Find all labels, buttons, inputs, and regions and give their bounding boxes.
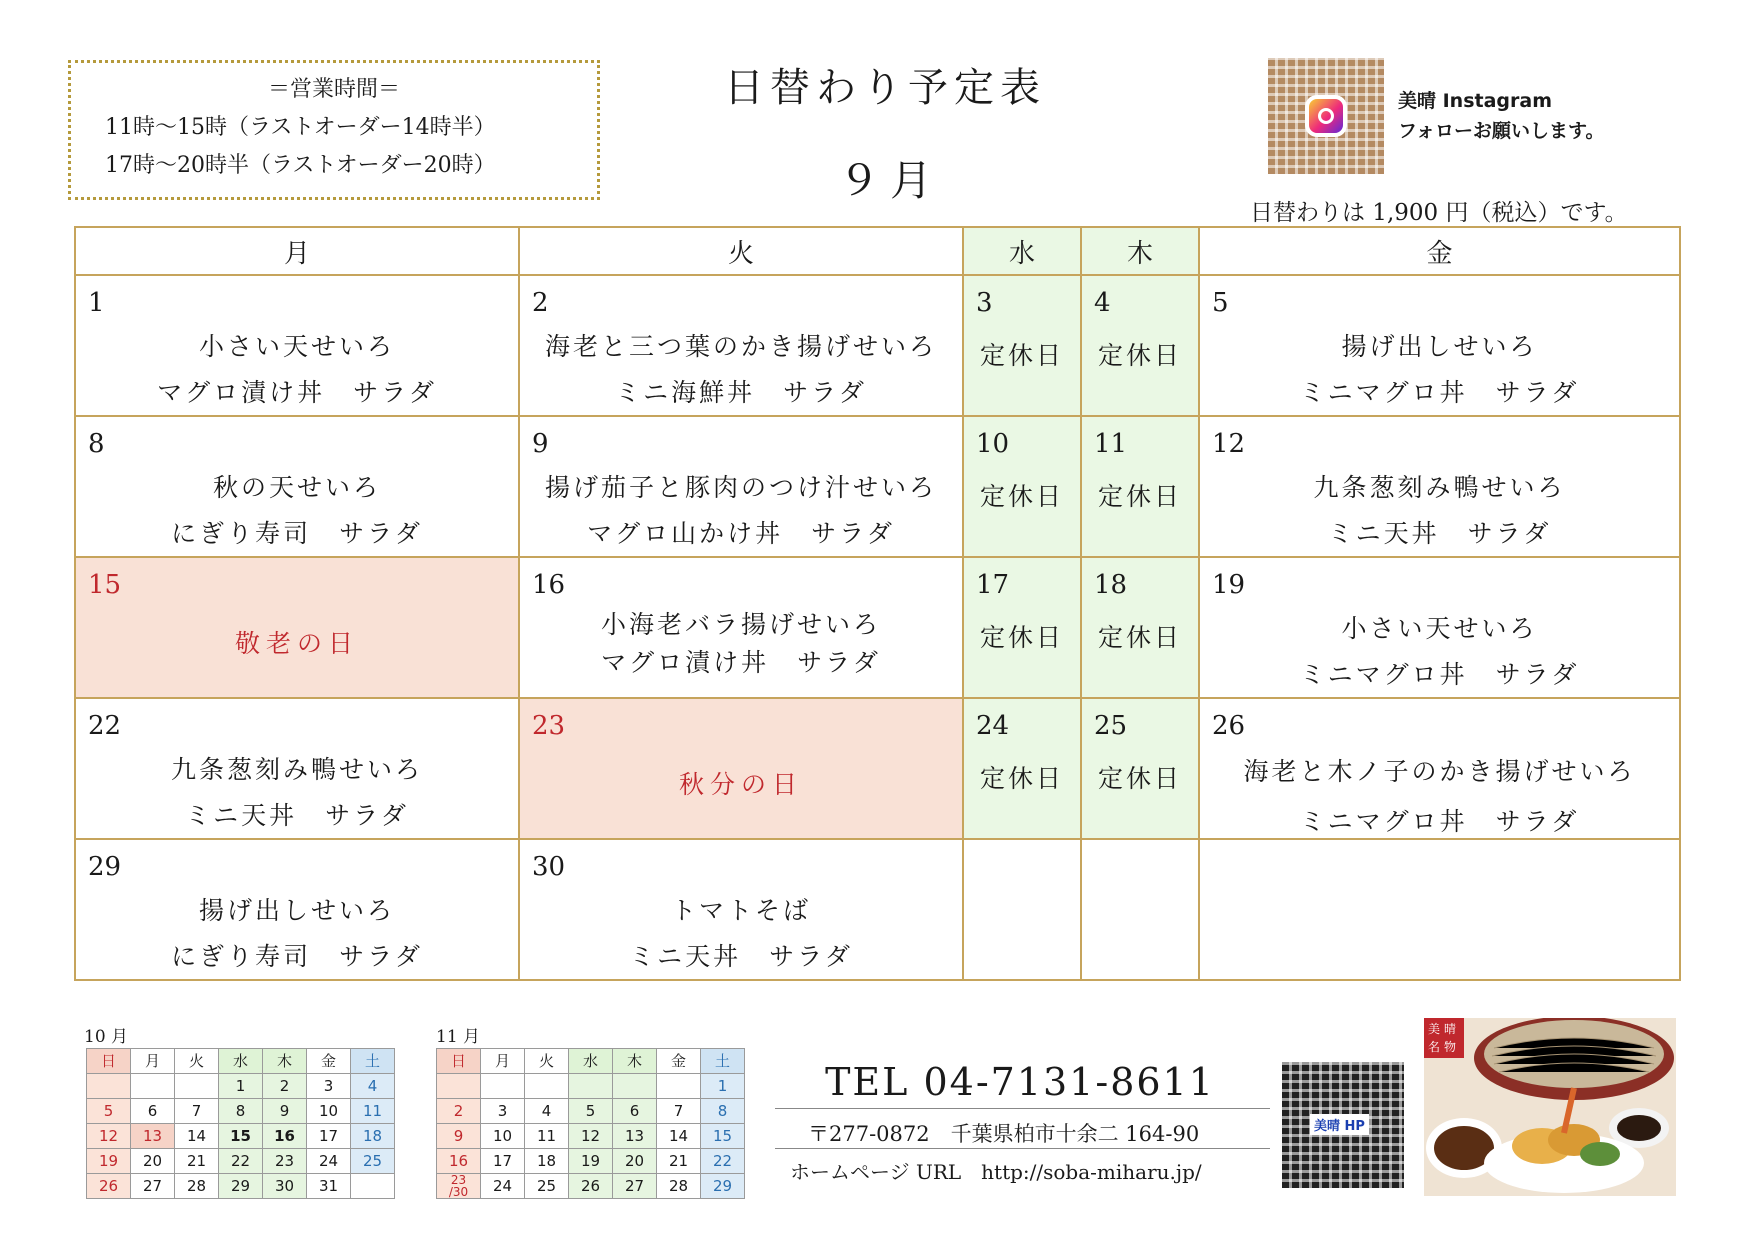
calendar-week-row bbox=[75, 557, 1680, 698]
mini-day: 10 bbox=[481, 1124, 525, 1149]
closed-label: 定休日 bbox=[979, 482, 1064, 511]
day-number: 17 bbox=[976, 570, 1010, 600]
mini-day: 23 bbox=[263, 1149, 307, 1174]
menu-text bbox=[520, 324, 962, 416]
closed-label: 定休日 bbox=[979, 764, 1064, 793]
closed-label: 定休日 bbox=[1097, 341, 1182, 370]
hours-title: ＝営業時間＝ bbox=[267, 77, 400, 102]
menu-line: 揚げ出しせいろ bbox=[1341, 332, 1538, 361]
mini-day: 20 bbox=[613, 1149, 657, 1174]
header-thu: 木 bbox=[1081, 227, 1199, 275]
menu-line: 小さい天せいろ bbox=[198, 332, 395, 361]
header-mon: 月 bbox=[75, 227, 519, 275]
closed-label: 定休日 bbox=[1097, 764, 1182, 793]
mini-day: 18 bbox=[525, 1149, 569, 1174]
mini-day: 5 bbox=[87, 1099, 131, 1124]
business-hours-box bbox=[68, 60, 600, 200]
closed-label: 定休日 bbox=[1097, 623, 1182, 652]
mini-day: 26 bbox=[87, 1174, 131, 1199]
menu-calendar bbox=[74, 226, 1681, 981]
day-number: 10 bbox=[976, 429, 1010, 459]
divider bbox=[775, 1148, 1270, 1149]
mini-header: 土 bbox=[351, 1049, 395, 1074]
menu-text bbox=[76, 888, 518, 980]
mini-day: 14 bbox=[657, 1124, 701, 1149]
mini-header: 水 bbox=[569, 1049, 613, 1074]
menu-line: ミニマグロ丼 サラダ bbox=[1299, 807, 1580, 836]
menu-line: 九条葱刻み鴨せいろ bbox=[170, 755, 423, 784]
day-number: 1 bbox=[88, 288, 105, 318]
mini-header: 火 bbox=[175, 1049, 219, 1074]
holiday-cell bbox=[519, 698, 963, 839]
menu-text bbox=[1200, 465, 1679, 557]
nov-mini-calendar bbox=[436, 1048, 745, 1199]
menu-text bbox=[1200, 747, 1679, 847]
mini-header: 火 bbox=[525, 1049, 569, 1074]
mini-day bbox=[569, 1074, 613, 1099]
day-number: 2 bbox=[532, 288, 549, 318]
day-number: 19 bbox=[1212, 570, 1246, 600]
menu-line: 九条葱刻み鴨せいろ bbox=[1313, 473, 1566, 502]
menu-line: マグロ山かけ丼 サラダ bbox=[587, 519, 895, 548]
day-cell bbox=[1199, 557, 1680, 698]
mini-day: 16 bbox=[263, 1124, 307, 1149]
hours-dinner: 17時～20時半（ラストオーダー20時） bbox=[105, 153, 496, 178]
hp-qr-label: 美晴 HP bbox=[1310, 1114, 1369, 1135]
menu-text bbox=[520, 888, 962, 980]
mini-week-row bbox=[87, 1149, 395, 1174]
day-number: 23 bbox=[532, 711, 566, 741]
mini-day: 30 bbox=[263, 1174, 307, 1199]
menu-line: ミニ海鮮丼 サラダ bbox=[615, 378, 867, 407]
mini-day: 4 bbox=[351, 1074, 395, 1099]
holiday-label: 敬老の日 bbox=[234, 629, 359, 658]
mini-day: 9 bbox=[263, 1099, 307, 1124]
mini-week-row bbox=[437, 1099, 745, 1124]
mini-day bbox=[175, 1074, 219, 1099]
mini-day: 17 bbox=[481, 1149, 525, 1174]
mini-day bbox=[525, 1074, 569, 1099]
mini-day: 24 bbox=[307, 1149, 351, 1174]
mini-day: 19 bbox=[87, 1149, 131, 1174]
mini-header: 金 bbox=[657, 1049, 701, 1074]
mini-header: 土 bbox=[701, 1049, 745, 1074]
address: 〒277-0872 千葉県柏市十余二 164-90 bbox=[808, 1122, 1200, 1146]
mini-header: 金 bbox=[307, 1049, 351, 1074]
mini-day: 29 bbox=[219, 1174, 263, 1199]
menu-text bbox=[1200, 324, 1679, 416]
mini-day: 29 bbox=[701, 1174, 745, 1199]
instagram-icon bbox=[1305, 95, 1347, 137]
mini-day bbox=[87, 1074, 131, 1099]
mini-day: 11 bbox=[525, 1124, 569, 1149]
mini-day: 31 bbox=[307, 1174, 351, 1199]
mini-day: 10 bbox=[307, 1099, 351, 1124]
empty-cell bbox=[963, 839, 1081, 980]
day-number: 25 bbox=[1094, 711, 1128, 741]
mini-day: 22 bbox=[219, 1149, 263, 1174]
day-number: 8 bbox=[88, 429, 105, 459]
mini-day: 2 bbox=[437, 1099, 481, 1124]
mini-week-row bbox=[87, 1074, 395, 1099]
mini-day: 7 bbox=[175, 1099, 219, 1124]
mini-day: 7 bbox=[657, 1099, 701, 1124]
mini-day: 1 bbox=[701, 1074, 745, 1099]
mini-header: 日 bbox=[437, 1049, 481, 1074]
closed-label: 定休日 bbox=[979, 623, 1064, 652]
mini-day bbox=[437, 1074, 481, 1099]
mini-day: 25 bbox=[351, 1149, 395, 1174]
mini-day: 9 bbox=[437, 1124, 481, 1149]
mini-day: 11 bbox=[351, 1099, 395, 1124]
mini-header: 月 bbox=[131, 1049, 175, 1074]
menu-line: ミニ天丼 サラダ bbox=[185, 801, 409, 830]
mini-day bbox=[613, 1074, 657, 1099]
header-tue: 火 bbox=[519, 227, 963, 275]
menu-line: ミニマグロ丼 サラダ bbox=[1299, 660, 1580, 689]
phone-number[interactable]: TEL 04-7131-8611 bbox=[825, 1060, 1215, 1104]
mini-day: 6 bbox=[613, 1099, 657, 1124]
day-number: 4 bbox=[1094, 288, 1111, 318]
empty-cell bbox=[1081, 839, 1199, 980]
meibutsu-seal: 美晴名物 bbox=[1424, 1018, 1464, 1058]
mini-day: 24 bbox=[481, 1174, 525, 1199]
mini-week-row bbox=[87, 1124, 395, 1149]
closed-day-cell bbox=[963, 698, 1081, 839]
mini-day: 16 bbox=[437, 1149, 481, 1174]
day-cell bbox=[75, 275, 519, 416]
menu-line: トマトそば bbox=[670, 896, 811, 925]
menu-line: 小海老バラ揚げせいろ bbox=[600, 610, 881, 639]
day-number: 9 bbox=[532, 429, 549, 459]
menu-line: 秋の天せいろ bbox=[212, 473, 381, 502]
closed-day-cell bbox=[963, 557, 1081, 698]
header-wed: 水 bbox=[963, 227, 1081, 275]
calendar-week-row bbox=[75, 416, 1680, 557]
menu-line: マグロ漬け丼 サラダ bbox=[601, 648, 881, 677]
day-cell bbox=[519, 275, 963, 416]
calendar-week-row bbox=[75, 698, 1680, 839]
month-label: ９月 bbox=[837, 156, 942, 205]
menu-line: 揚げ茄子と豚肉のつけ汁せいろ bbox=[544, 473, 937, 502]
mini-day: 23 /30 bbox=[437, 1174, 481, 1199]
closed-day-cell bbox=[1081, 416, 1199, 557]
mini-day: 4 bbox=[525, 1099, 569, 1124]
closed-day-cell bbox=[963, 416, 1081, 557]
mini-day: 12 bbox=[569, 1124, 613, 1149]
mini-day: 15 bbox=[701, 1124, 745, 1149]
menu-text bbox=[520, 465, 962, 557]
mini-day: 21 bbox=[657, 1149, 701, 1174]
menu-line: 小さい天せいろ bbox=[1341, 614, 1538, 643]
day-number: 30 bbox=[532, 852, 566, 882]
mini-week-row bbox=[437, 1074, 745, 1099]
mini-day: 17 bbox=[307, 1124, 351, 1149]
menu-line: にぎり寿司 サラダ bbox=[171, 942, 423, 971]
mini-day: 22 bbox=[701, 1149, 745, 1174]
mini-week-row bbox=[87, 1099, 395, 1124]
mini-day bbox=[351, 1174, 395, 1199]
hours-lunch: 11時～15時（ラストオーダー14時半） bbox=[105, 115, 496, 140]
day-number: 22 bbox=[88, 711, 122, 741]
mini-day: 25 bbox=[525, 1174, 569, 1199]
closed-label: 定休日 bbox=[979, 341, 1064, 370]
mini-day: 13 bbox=[613, 1124, 657, 1149]
menu-line: マグロ漬け丼 サラダ bbox=[157, 378, 437, 407]
mini-day: 20 bbox=[131, 1149, 175, 1174]
mini-header: 水 bbox=[219, 1049, 263, 1074]
day-cell bbox=[75, 416, 519, 557]
mini-day: 3 bbox=[481, 1099, 525, 1124]
day-cell bbox=[1199, 698, 1680, 839]
mini-day: 21 bbox=[175, 1149, 219, 1174]
mini-header-row bbox=[437, 1049, 745, 1074]
empty-cell bbox=[1199, 839, 1680, 980]
menu-text bbox=[520, 606, 962, 682]
mini-day: 1 bbox=[219, 1074, 263, 1099]
mini-day: 12 bbox=[87, 1124, 131, 1149]
holiday-cell bbox=[75, 557, 519, 698]
oct-mini-calendar bbox=[86, 1048, 395, 1199]
mini-day: 14 bbox=[175, 1124, 219, 1149]
mini-day: 19 bbox=[569, 1149, 613, 1174]
closed-day-cell bbox=[1081, 557, 1199, 698]
mini-day: 8 bbox=[701, 1099, 745, 1124]
day-number: 24 bbox=[976, 711, 1010, 741]
day-number: 12 bbox=[1212, 429, 1246, 459]
closed-day-cell bbox=[1081, 275, 1199, 416]
day-number: 5 bbox=[1212, 288, 1229, 318]
day-number: 29 bbox=[88, 852, 122, 882]
oct-mini-title: 10 月 bbox=[84, 1027, 129, 1047]
mini-day: 15 bbox=[219, 1124, 263, 1149]
mini-day: 26 bbox=[569, 1174, 613, 1199]
closed-day-cell bbox=[963, 275, 1081, 416]
day-number: 26 bbox=[1212, 711, 1246, 741]
mini-header: 月 bbox=[481, 1049, 525, 1074]
holiday-label: 秋分の日 bbox=[678, 770, 803, 799]
menu-line: ミニマグロ丼 サラダ bbox=[1299, 378, 1580, 407]
closed-day-cell bbox=[1081, 698, 1199, 839]
mini-day: 2 bbox=[263, 1074, 307, 1099]
mini-day: 8 bbox=[219, 1099, 263, 1124]
calendar-week-row bbox=[75, 839, 1680, 980]
menu-text bbox=[1200, 606, 1679, 698]
mini-day: 6 bbox=[131, 1099, 175, 1124]
day-number: 16 bbox=[532, 570, 566, 600]
divider bbox=[775, 1108, 1270, 1109]
day-number: 11 bbox=[1094, 429, 1128, 459]
menu-line: 揚げ出しせいろ bbox=[198, 896, 395, 925]
mini-week-row bbox=[437, 1174, 745, 1199]
day-number: 18 bbox=[1094, 570, 1128, 600]
menu-text bbox=[76, 465, 518, 557]
mini-day bbox=[481, 1074, 525, 1099]
calendar-header-row bbox=[75, 227, 1680, 275]
mini-day: 18 bbox=[351, 1124, 395, 1149]
mini-week-row bbox=[87, 1174, 395, 1199]
nov-mini-title: 11 月 bbox=[436, 1027, 481, 1047]
day-number: 15 bbox=[88, 570, 122, 600]
day-number: 3 bbox=[976, 288, 993, 318]
menu-text bbox=[76, 324, 518, 416]
instagram-line1: 美晴 Instagram bbox=[1398, 90, 1553, 112]
price-note: 日替わりは 1,900 円（税込）です。 bbox=[1250, 200, 1628, 226]
menu-line: 海老と三つ葉のかき揚げせいろ bbox=[544, 332, 937, 361]
mini-header: 木 bbox=[613, 1049, 657, 1074]
mini-header: 日 bbox=[87, 1049, 131, 1074]
mini-day: 27 bbox=[613, 1174, 657, 1199]
menu-line: 海老と木ノ子のかき揚げせいろ bbox=[1243, 757, 1636, 786]
day-cell bbox=[519, 839, 963, 980]
menu-line: ミニ天丼 サラダ bbox=[629, 942, 853, 971]
day-cell bbox=[1199, 275, 1680, 416]
mini-header: 木 bbox=[263, 1049, 307, 1074]
mini-day: 27 bbox=[131, 1174, 175, 1199]
mini-week-row bbox=[437, 1149, 745, 1174]
mini-week-row bbox=[437, 1124, 745, 1149]
day-cell bbox=[1199, 416, 1680, 557]
mini-header-row bbox=[87, 1049, 395, 1074]
menu-text bbox=[76, 747, 518, 839]
day-cell bbox=[519, 557, 963, 698]
header-fri: 金 bbox=[1199, 227, 1680, 275]
instagram-text bbox=[1398, 86, 1605, 146]
mini-day: 3 bbox=[307, 1074, 351, 1099]
day-cell bbox=[75, 698, 519, 839]
mini-day bbox=[657, 1074, 701, 1099]
mini-day: 28 bbox=[657, 1174, 701, 1199]
mini-day: 5 bbox=[569, 1099, 613, 1124]
homepage-url[interactable]: ホームページ URL http://soba-miharu.jp/ bbox=[790, 1160, 1202, 1184]
instagram-line2: フォローお願いします。 bbox=[1398, 120, 1605, 142]
calendar-week-row bbox=[75, 275, 1680, 416]
mini-day: 13 bbox=[131, 1124, 175, 1149]
mini-day: 28 bbox=[175, 1174, 219, 1199]
page-title: 日替わり予定表 bbox=[724, 65, 1046, 111]
day-cell bbox=[519, 416, 963, 557]
closed-label: 定休日 bbox=[1097, 482, 1182, 511]
menu-line: ミニ天丼 サラダ bbox=[1327, 519, 1552, 548]
day-cell bbox=[75, 839, 519, 980]
menu-line: にぎり寿司 サラダ bbox=[171, 519, 423, 548]
mini-day bbox=[131, 1074, 175, 1099]
